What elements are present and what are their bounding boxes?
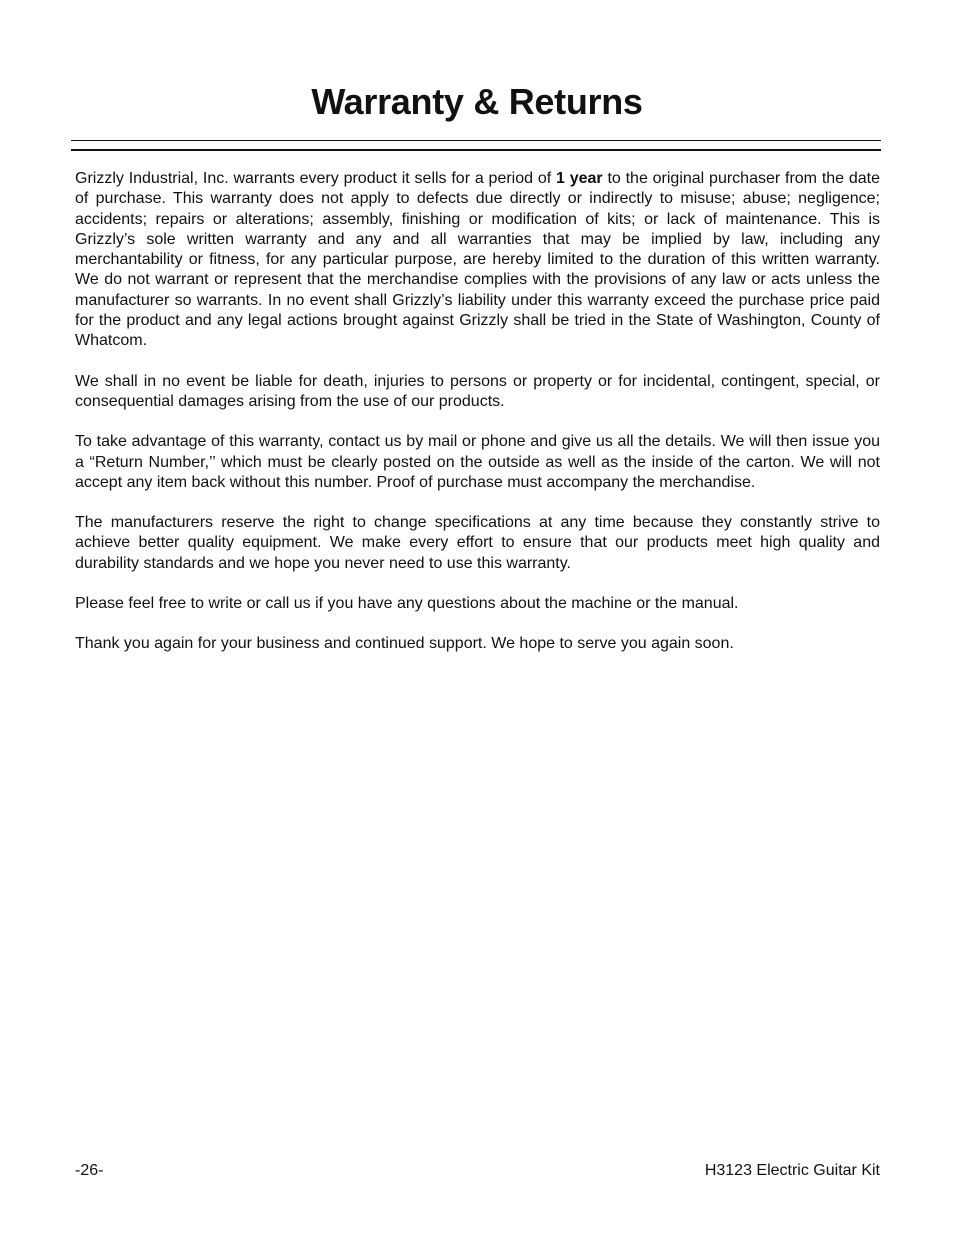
warranty-paragraph-2: We shall in no event be liable for death, injuries to persons or property or for incidental, contingent, special, or consequential damages arising from the use of our products. (75, 372, 880, 410)
page-title: Warranty & Returns (311, 81, 643, 122)
warranty-p1-lead: Grizzly Industrial, Inc. warrants every product it sells for a period of (75, 170, 556, 187)
warranty-p1-rest: to the original purchaser from the date of purchase. This warranty does not apply to defects due directly or indirectly to misuse; abuse; negligence; accidents; repairs or alterations; assembly, finishing or modification of kits; or lack of maintenance. This is Grizzly’s sole written warranty and any and all warranties that may be implied by law, including any merchantability or fitness, for any particular purpose, are hereby limited to the duration of this written warranty. We do not warrant or represent that the merchandise complies with the provisions of any law or acts unless the manufacturer so warrants. In no event shall Grizzly’s liability under this warranty exceed the purchase price paid for the product and any legal actions brought against Grizzly shall be tried in the State of Washington, County of Whatcom. (75, 170, 881, 350)
page-number: -26- (75, 1162, 104, 1179)
title-rule-top (71, 140, 881, 141)
warranty-paragraph-6: Thank you again for your business and continued support. We hope to serve you again soon. (75, 635, 734, 653)
warranty-paragraph-4: The manufacturers reserve the right to change specifications at any time because they constantly strive to achieve better quality equipment. We make every effort to ensure that our products meet high quality and durability standards and we hope you never need to use this warranty. (75, 514, 880, 572)
warranty-period: 1 year (556, 170, 603, 187)
footer-product-name: H3123 Electric Guitar Kit (704, 1162, 880, 1179)
title-rule-bottom (71, 149, 881, 151)
warranty-body (75, 169, 880, 675)
warranty-paragraph-1 (75, 169, 880, 352)
warranty-paragraph-5: Please feel free to write or call us if you have any questions about the machine or the manual. (75, 595, 739, 613)
warranty-paragraph-3: To take advantage of this warranty, contact us by mail or phone and give us all the details. We will then issue you a “Return Number,’’ which must be clearly posted on the outside as well as the inside of the carton. We will not accept any item back without this number. Proof of purchase must accompany the merchandise. (75, 433, 880, 491)
